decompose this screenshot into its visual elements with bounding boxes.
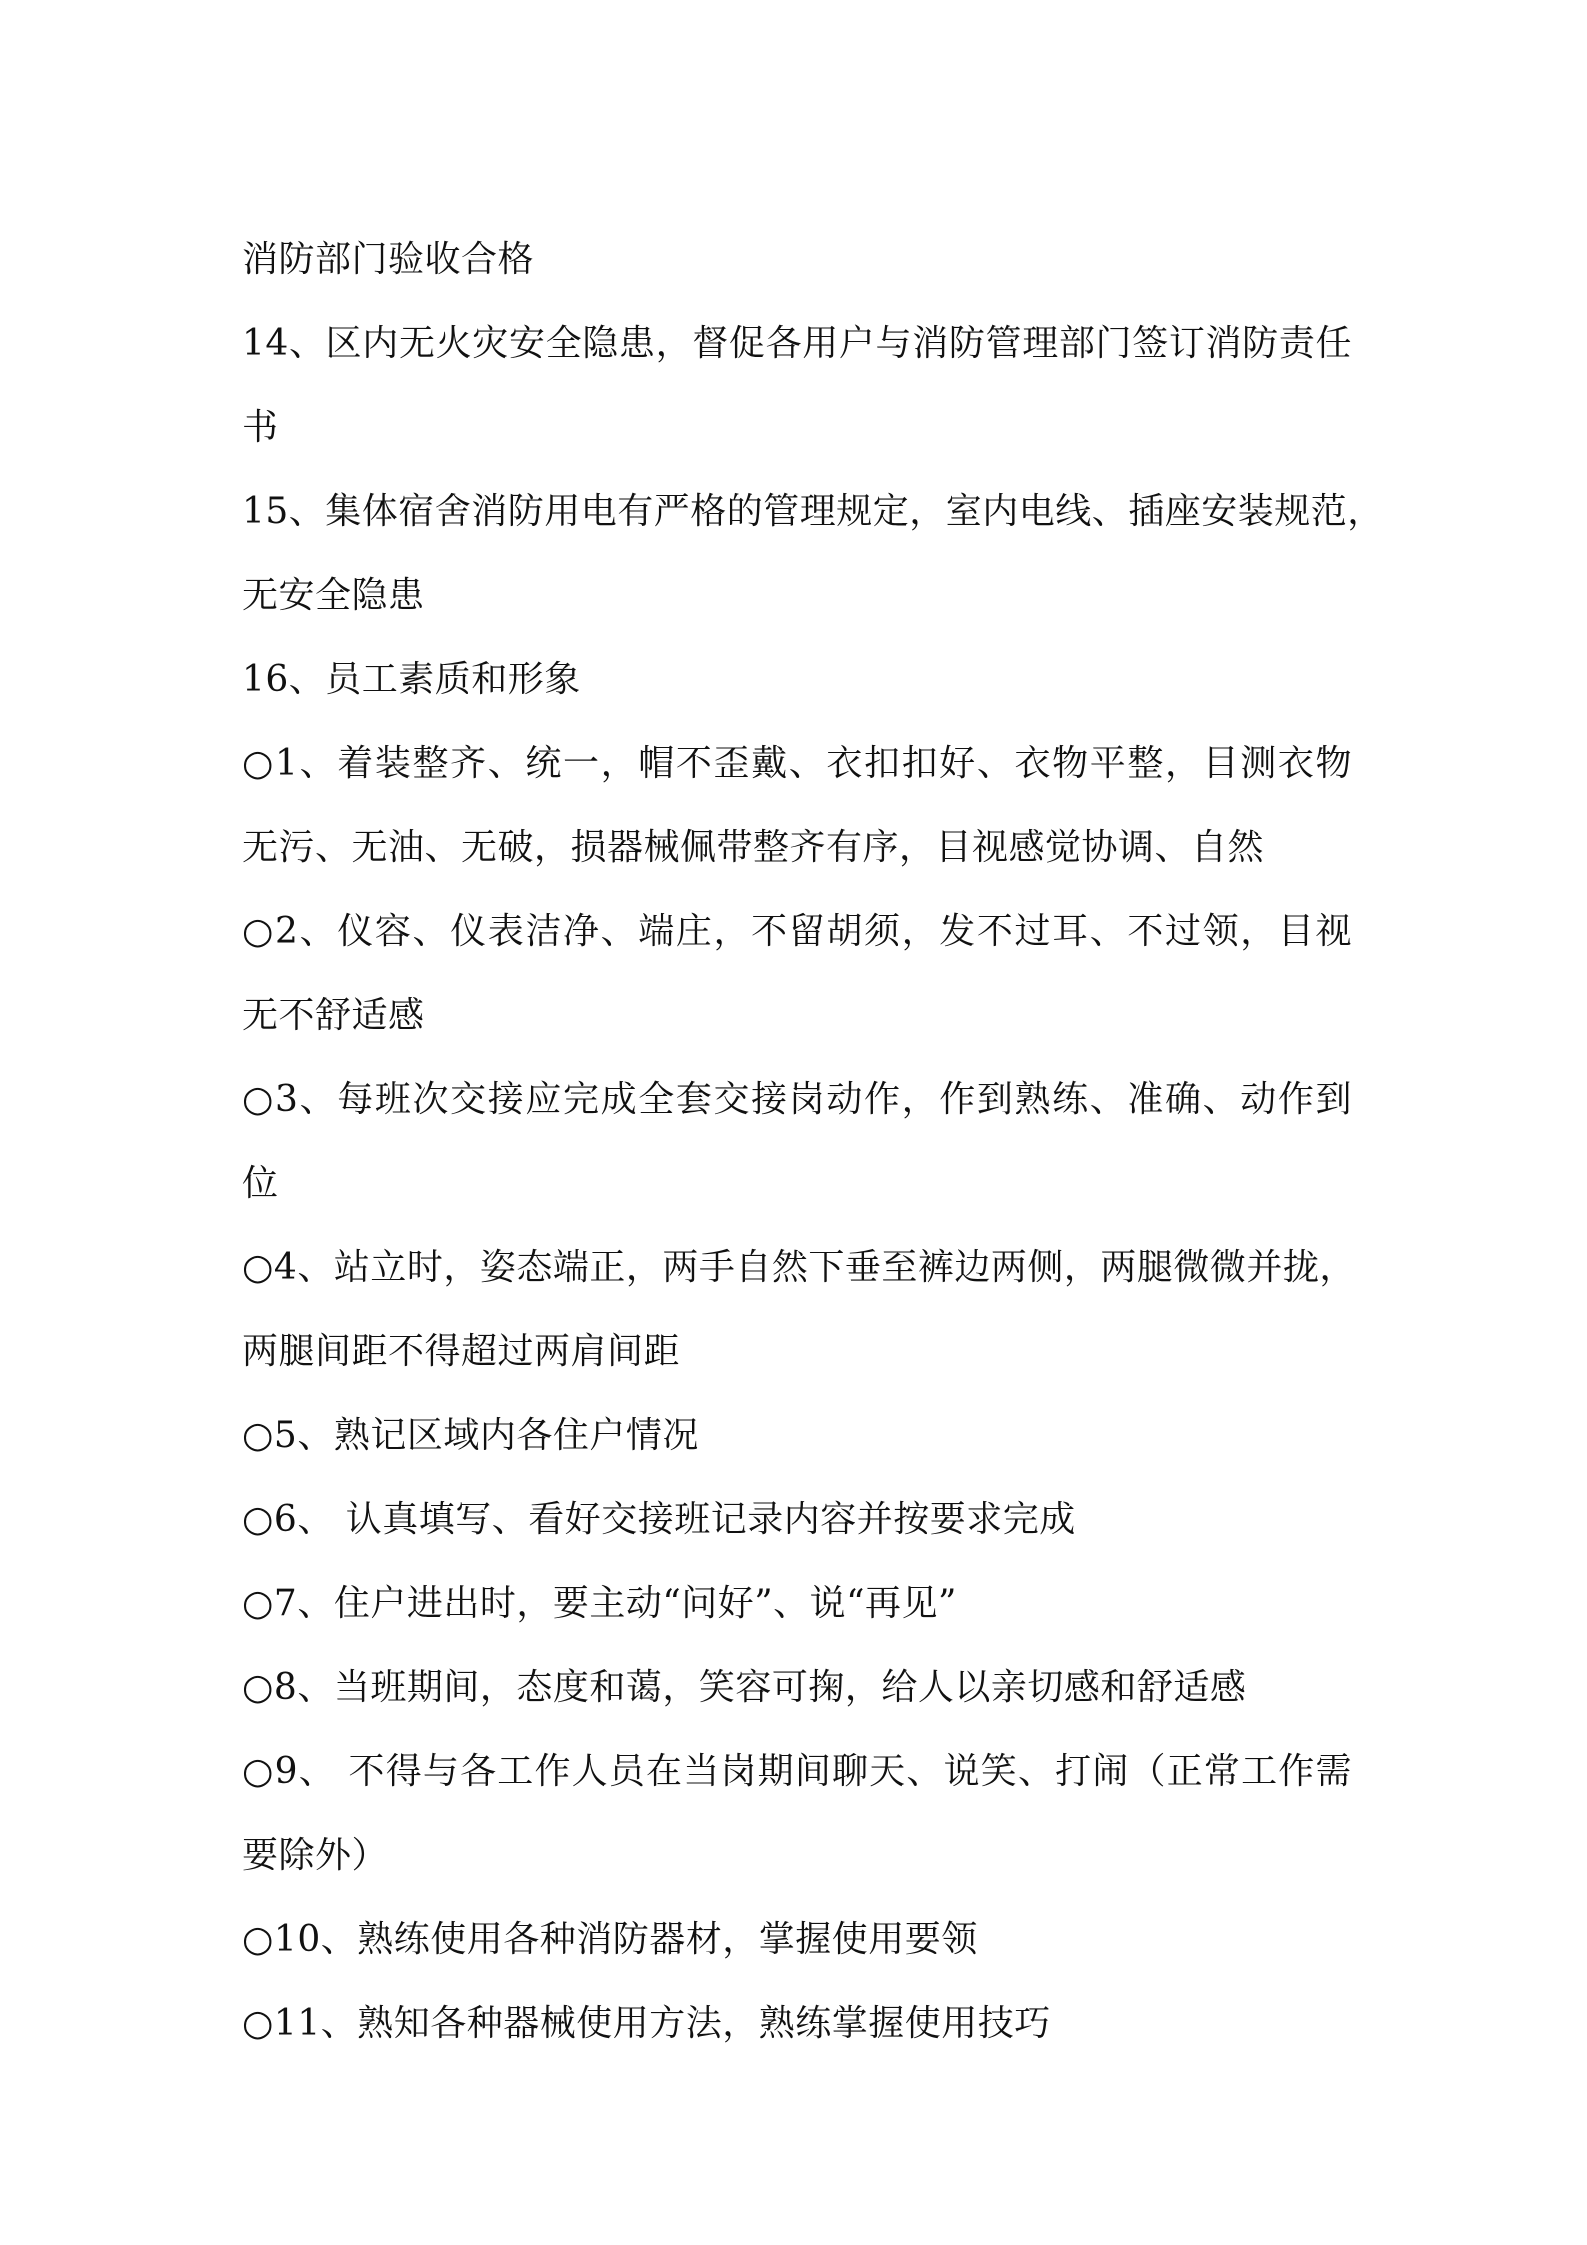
text-line: 两腿间距不得超过两肩间距 xyxy=(242,1331,681,1372)
text-line: ○5、熟记区域内各住户情况 xyxy=(242,1415,699,1456)
text-line: ○2、仪容、仪表洁净、端庄，不留胡须，发不过耳、不过领，目视 xyxy=(242,911,1352,952)
text-line: ○9、 不得与各工作人员在当岗期间聊天、说笑、打闹（正常工作需 xyxy=(242,1751,1352,1792)
text-line: 要除外） xyxy=(242,1835,389,1876)
text-line: 消防部门验收合格 xyxy=(242,239,535,280)
document-body xyxy=(242,218,1384,2066)
text-line: 无安全隐患 xyxy=(242,575,425,616)
text-line: 位 xyxy=(242,1163,279,1204)
text-line: ○7、住户进出时，要主动“问好”、说“再见” xyxy=(242,1583,957,1624)
text-line: ○1、着装整齐、统一，帽不歪戴、衣扣扣好、衣物平整，目测衣物 xyxy=(242,743,1352,784)
text-line: 14、区内无火灾安全隐患，督促各用户与消防管理部门签订消防责任 xyxy=(242,323,1352,364)
text-line: ○10、熟练使用各种消防器材，掌握使用要领 xyxy=(242,1919,978,1960)
text-line: 无污、无油、无破，损器械佩带整齐有序，目视感觉协调、自然 xyxy=(242,827,1265,868)
text-line: ○8、当班期间，态度和蔼，笑容可掬，给人以亲切感和舒适感 xyxy=(242,1667,1247,1708)
text-line: ○6、 认真填写、看好交接班记录内容并按要求完成 xyxy=(242,1499,1076,1540)
text-line: ○11、熟知各种器械使用方法，熟练掌握使用技巧 xyxy=(242,2003,1051,2044)
text-line: 16、员工素质和形象 xyxy=(242,659,581,700)
text-line: ○3、每班次交接应完成全套交接岗动作，作到熟练、准确、动作到 xyxy=(242,1079,1352,1120)
text-line: 15、集体宿舍消防用电有严格的管理规定，室内电线、插座安装规范， xyxy=(242,491,1384,532)
text-line: 书 xyxy=(242,407,279,448)
text-line: 无不舒适感 xyxy=(242,995,425,1036)
text-line: ○4、站立时，姿态端正，两手自然下垂至裤边两侧，两腿微微并拢， xyxy=(242,1247,1356,1288)
